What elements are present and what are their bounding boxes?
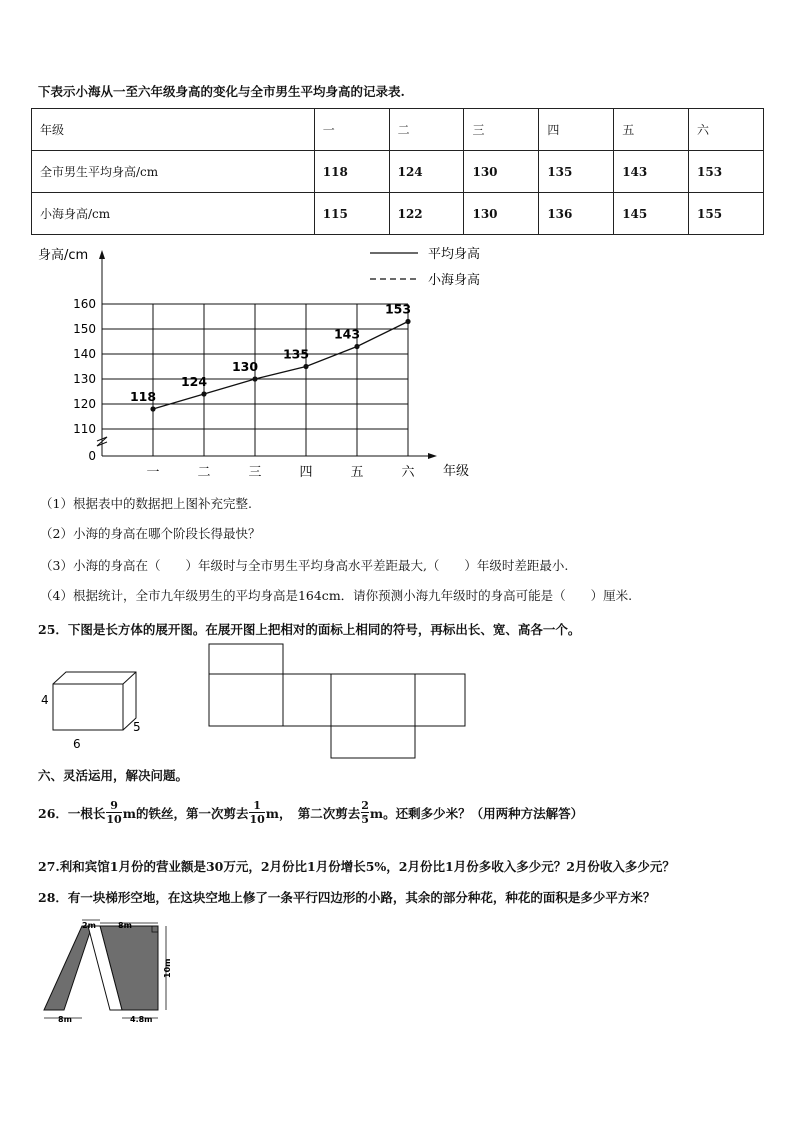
table-cell: 122 <box>389 193 464 235</box>
data-point <box>354 344 359 349</box>
label-top-right: 8m <box>118 921 132 930</box>
q26-pre: 26．一根长 <box>38 805 106 821</box>
table-cell: 三 <box>464 109 539 151</box>
data-label: 135 <box>282 346 310 362</box>
table-cell: 二 <box>389 109 464 151</box>
series-average-line <box>153 322 408 410</box>
net-face-2 <box>283 674 331 726</box>
question-4: （4）根据统计，全市九年级男生的平均身高是164cm．请你预测小海九年级时的身高可能是（ ）厘米. <box>40 588 633 603</box>
q26-mid1: m的铁丝，第一次剪去 <box>122 805 249 821</box>
data-label: 153 <box>384 301 412 317</box>
table-cell: 136 <box>539 193 614 235</box>
q26-post: m。还剩多少米？（用两种方法解答） <box>369 805 584 821</box>
cuboid-width-label: 5 <box>133 720 141 734</box>
legend-average: 平均身高 <box>428 247 481 262</box>
net-face-top <box>209 644 283 674</box>
fraction-9-10: $\frac{9}{10}$ <box>106 799 122 826</box>
net-face-4 <box>415 674 465 726</box>
table-intro: 下表示小海从一至六年级身高的变化与全市男生平均身高的记录表. <box>38 84 405 99</box>
question-2: （2）小海的身高在哪个阶段长得最快？ <box>40 526 261 541</box>
table-cell: 135 <box>539 151 614 193</box>
fraction-1-10: $\frac{1}{10}$ <box>249 799 265 826</box>
y-axis-label: 身高/cm <box>38 248 89 263</box>
table-cell: 小海身高/cm <box>32 193 315 235</box>
table-cell: 145 <box>614 193 689 235</box>
label-height: 10m <box>163 958 172 978</box>
table-cell: 130 <box>464 193 539 235</box>
table-cell: 四 <box>539 109 614 151</box>
x-axis-arrow <box>428 453 437 459</box>
height-line-chart <box>0 236 794 486</box>
net-face-3 <box>331 674 415 726</box>
table-cell: 五 <box>614 109 689 151</box>
table-cell: 130 <box>464 151 539 193</box>
label-bottom-left: 8m <box>58 1015 72 1024</box>
height-table <box>31 108 764 235</box>
question-1: （1）根据表中的数据把上图补充完整. <box>40 496 252 511</box>
data-label: 143 <box>333 326 361 342</box>
question-25: 25．下图是长方体的展开图。在展开图上把相对的面标上相同的符号，再标出长、宽、高各一个。 <box>38 622 581 637</box>
table-cell: 124 <box>389 151 464 193</box>
x-tick-label: 六 <box>401 465 415 480</box>
table-row <box>32 109 764 151</box>
table-cell: 153 <box>689 151 764 193</box>
label-bottom-right: 4.8m <box>130 1015 153 1024</box>
q26-mid2: m， 第二次剪去 <box>265 805 361 821</box>
question-27: 27.利和宾馆1月份的营业额是30万元，2月份比1月份增长5%，2月份比1月份多收入多少元？2月份收入多少元？ <box>38 859 675 874</box>
x-tick-label: 一 <box>146 465 160 480</box>
table-cell: 118 <box>314 151 389 193</box>
y-tick-label: 140 <box>73 347 96 361</box>
fraction-2-5: $\frac{2}{5}$ <box>361 799 369 826</box>
y-tick-label: 130 <box>73 372 96 386</box>
y-tick-label: 120 <box>73 397 96 411</box>
x-tick-label: 五 <box>350 465 364 480</box>
y-tick-label: 150 <box>73 322 96 336</box>
data-point <box>252 376 257 381</box>
table-cell: 115 <box>314 193 389 235</box>
data-point <box>201 391 206 396</box>
question-3: （3）小海的身高在（ ）年级时与全市男生平均身高水平差距最大,（ ）年级时差距最小. <box>40 558 569 573</box>
flower-area-left <box>44 926 92 1010</box>
cuboid-height-label: 4 <box>41 693 49 707</box>
data-label: 124 <box>180 374 208 389</box>
trapezoid-figure <box>36 918 176 1028</box>
data-point <box>303 364 308 369</box>
cuboid-net <box>205 640 475 765</box>
y-tick-label: 0 <box>88 449 96 463</box>
data-point <box>405 319 410 324</box>
x-tick-label: 四 <box>299 465 313 480</box>
y-tick-label: 110 <box>73 422 96 436</box>
table-row <box>32 193 764 235</box>
x-tick-label: 二 <box>197 465 211 480</box>
table-cell: 年级 <box>32 109 315 151</box>
question-28: 28．有一块梯形空地，在这块空地上修了一条平行四边形的小路，其余的部分种花，种花的面积是多少平方米？ <box>38 890 656 905</box>
cuboid-length-label: 6 <box>73 737 81 751</box>
y-axis-arrow <box>99 250 105 259</box>
table-cell: 一 <box>314 109 389 151</box>
x-axis-label: 年级 <box>443 464 470 479</box>
table-cell: 155 <box>689 193 764 235</box>
table-cell: 全市男生平均身高/cm <box>32 151 315 193</box>
table-cell: 六 <box>689 109 764 151</box>
data-label: 130 <box>231 359 259 374</box>
label-path-width: 2m <box>82 921 96 930</box>
legend-xiaohai: 小海身高 <box>428 273 481 288</box>
x-tick-label: 三 <box>248 465 262 480</box>
table-row <box>32 151 764 193</box>
y-tick-label: 160 <box>73 297 96 311</box>
data-point <box>150 406 155 411</box>
table-cell: 143 <box>614 151 689 193</box>
cuboid-figure <box>38 664 148 754</box>
section-6-heading: 六、灵活运用，解决问题。 <box>38 768 189 783</box>
data-label: 118 <box>129 389 157 404</box>
question-26 <box>38 799 583 826</box>
net-face-bottom <box>331 726 415 758</box>
net-face-left <box>209 674 283 726</box>
